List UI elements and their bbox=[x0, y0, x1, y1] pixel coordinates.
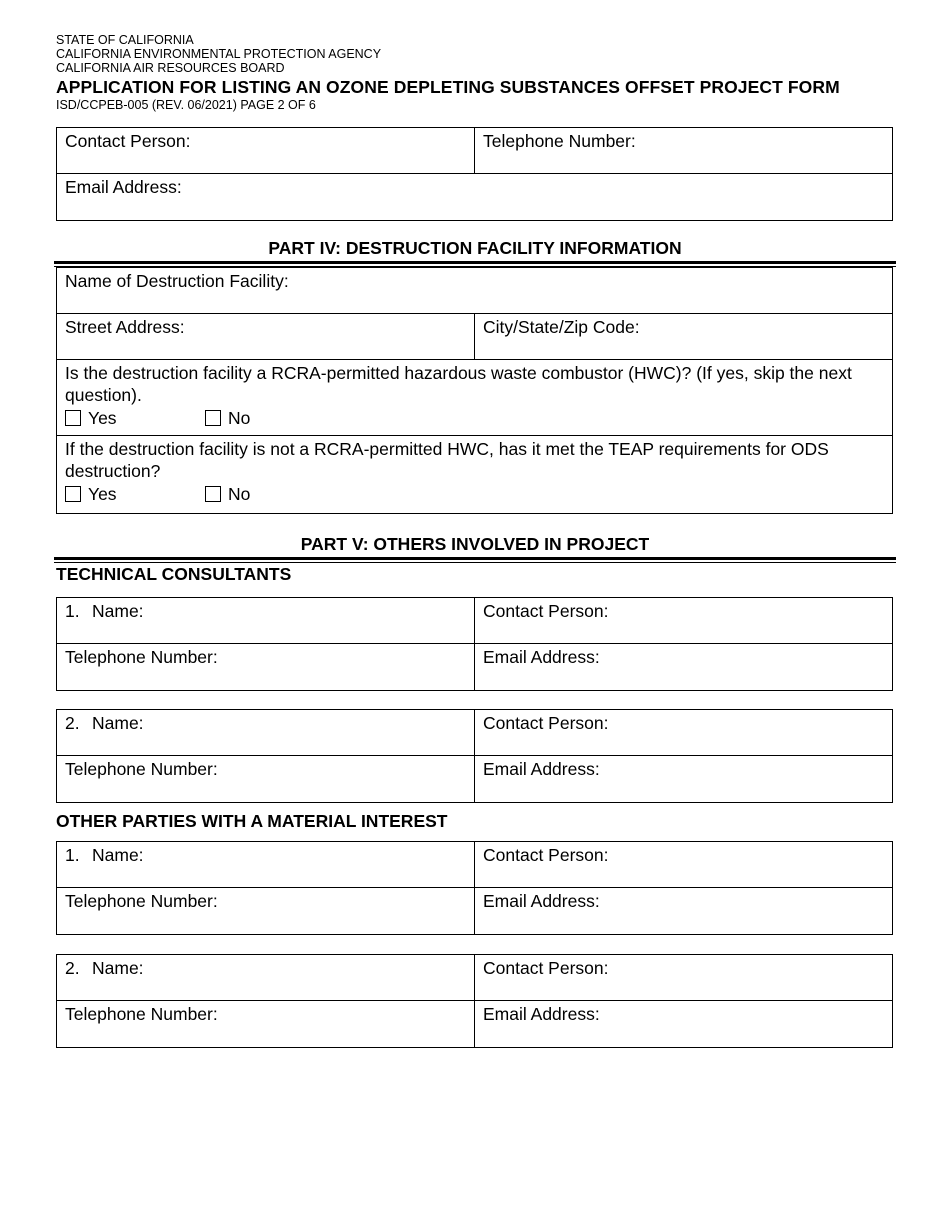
rcra-yes-checkbox[interactable] bbox=[65, 410, 81, 426]
rcra-yes-option[interactable] bbox=[65, 407, 205, 429]
party-1-row-2 bbox=[57, 888, 892, 934]
consultant-2-contact-label: Contact Person: bbox=[483, 713, 609, 733]
consultant-2-contact-field[interactable] bbox=[475, 710, 892, 755]
party-2-email-field[interactable] bbox=[475, 1001, 892, 1047]
party-2-contact-label: Contact Person: bbox=[483, 958, 609, 978]
consultant-2-name-label: Name: bbox=[92, 713, 144, 733]
part4-rule-thick bbox=[54, 261, 896, 264]
form-code: ISD/CCPEB-005 (REV. 06/2021) PAGE 2 OF 6 bbox=[56, 98, 316, 112]
party-2-name-label: Name: bbox=[92, 958, 144, 978]
consultant-1-email-field[interactable] bbox=[475, 644, 892, 690]
street-address-field[interactable] bbox=[57, 314, 475, 359]
part4-heading: PART IV: DESTRUCTION FACILITY INFORMATION bbox=[268, 238, 682, 258]
consultant-1-contact-field[interactable] bbox=[475, 598, 892, 643]
party-1-contact-field[interactable] bbox=[475, 842, 892, 887]
consultant-2-row-1 bbox=[57, 710, 892, 756]
party-1-email-label: Email Address: bbox=[483, 891, 600, 911]
party-1-email-field[interactable] bbox=[475, 888, 892, 934]
part4-box bbox=[56, 267, 893, 514]
consultant-1-number: 1. bbox=[65, 601, 80, 621]
party-1-telephone-field[interactable] bbox=[57, 888, 475, 934]
teap-yes-option[interactable] bbox=[65, 483, 205, 505]
rcra-no-label: No bbox=[228, 408, 251, 428]
consultant-1-row-1 bbox=[57, 598, 892, 644]
telephone-field[interactable] bbox=[475, 128, 892, 173]
consultant-2-row-2 bbox=[57, 756, 892, 802]
facility-address-row bbox=[57, 314, 892, 360]
consultant-1-contact-label: Contact Person: bbox=[483, 601, 609, 621]
party-1-box bbox=[56, 841, 893, 935]
teap-question bbox=[57, 436, 892, 513]
facility-name-row bbox=[57, 268, 892, 314]
party-1-number: 1. bbox=[65, 845, 80, 865]
other-parties-heading: OTHER PARTIES WITH A MATERIAL INTEREST bbox=[56, 811, 448, 831]
rcra-no-checkbox[interactable] bbox=[205, 410, 221, 426]
agency-carb: CALIFORNIA AIR RESOURCES BOARD bbox=[56, 61, 285, 75]
party-2-telephone-field[interactable] bbox=[57, 1001, 475, 1047]
telephone-label: Telephone Number: bbox=[483, 131, 636, 151]
part5-heading: PART V: OTHERS INVOLVED IN PROJECT bbox=[300, 534, 650, 554]
consultant-1-telephone-field[interactable] bbox=[57, 644, 475, 690]
consultant-1-box bbox=[56, 597, 893, 691]
contact-box bbox=[56, 127, 893, 221]
facility-name-label: Name of Destruction Facility: bbox=[65, 271, 289, 291]
rcra-question-text: Is the destruction facility a RCRA-permitted hazardous waste combustor (HWC)? (If yes, skip the next question). bbox=[65, 363, 852, 405]
rcra-options bbox=[65, 407, 884, 429]
contact-person-label: Contact Person: bbox=[65, 131, 191, 151]
consultant-2-telephone-field[interactable] bbox=[57, 756, 475, 802]
party-1-name-label: Name: bbox=[92, 845, 144, 865]
consultant-1-row-2 bbox=[57, 644, 892, 690]
technical-consultants-heading: TECHNICAL CONSULTANTS bbox=[56, 564, 292, 584]
consultant-1-name-label: Name: bbox=[92, 601, 144, 621]
rcra-question-row bbox=[57, 360, 892, 436]
contact-row-2 bbox=[57, 174, 892, 220]
city-state-zip-field[interactable] bbox=[475, 314, 892, 359]
rcra-no-option[interactable] bbox=[205, 407, 345, 429]
facility-name-field[interactable] bbox=[57, 268, 892, 313]
part5-rule-thick bbox=[54, 557, 896, 560]
party-2-name-field[interactable] bbox=[57, 955, 475, 1000]
teap-yes-label: Yes bbox=[88, 484, 117, 504]
party-1-row-1 bbox=[57, 842, 892, 888]
consultant-2-telephone-label: Telephone Number: bbox=[65, 759, 218, 779]
contact-row-1 bbox=[57, 128, 892, 174]
agency-state: STATE OF CALIFORNIA bbox=[56, 33, 194, 47]
consultant-2-email-label: Email Address: bbox=[483, 759, 600, 779]
part5-rule-thin bbox=[54, 562, 896, 563]
consultant-2-name-field[interactable] bbox=[57, 710, 475, 755]
email-label: Email Address: bbox=[65, 177, 182, 197]
teap-question-text: If the destruction facility is not a RCRA-permitted HWC, has it met the TEAP requirements for ODS destruction? bbox=[65, 439, 829, 481]
consultant-1-email-label: Email Address: bbox=[483, 647, 600, 667]
consultant-2-box bbox=[56, 709, 893, 803]
rcra-yes-label: Yes bbox=[88, 408, 117, 428]
teap-options bbox=[65, 483, 884, 505]
consultant-1-name-field[interactable] bbox=[57, 598, 475, 643]
street-address-label: Street Address: bbox=[65, 317, 185, 337]
party-1-contact-label: Contact Person: bbox=[483, 845, 609, 865]
teap-no-checkbox[interactable] bbox=[205, 486, 221, 502]
agency-calepa: CALIFORNIA ENVIRONMENTAL PROTECTION AGENCY bbox=[56, 47, 382, 61]
city-state-zip-label: City/State/Zip Code: bbox=[483, 317, 640, 337]
consultant-2-email-field[interactable] bbox=[475, 756, 892, 802]
party-1-telephone-label: Telephone Number: bbox=[65, 891, 218, 911]
party-2-row-2 bbox=[57, 1001, 892, 1047]
teap-no-label: No bbox=[228, 484, 251, 504]
rcra-question bbox=[57, 360, 892, 435]
party-2-box bbox=[56, 954, 893, 1048]
party-1-name-field[interactable] bbox=[57, 842, 475, 887]
party-2-telephone-label: Telephone Number: bbox=[65, 1004, 218, 1024]
party-2-email-label: Email Address: bbox=[483, 1004, 600, 1024]
consultant-1-telephone-label: Telephone Number: bbox=[65, 647, 218, 667]
teap-yes-checkbox[interactable] bbox=[65, 486, 81, 502]
contact-person-field[interactable] bbox=[57, 128, 475, 173]
party-2-row-1 bbox=[57, 955, 892, 1001]
consultant-2-number: 2. bbox=[65, 713, 80, 733]
party-2-contact-field[interactable] bbox=[475, 955, 892, 1000]
form-title: APPLICATION FOR LISTING AN OZONE DEPLETING SUBSTANCES OFFSET PROJECT FORM bbox=[56, 77, 840, 97]
teap-no-option[interactable] bbox=[205, 483, 345, 505]
email-field[interactable] bbox=[57, 174, 892, 220]
party-2-number: 2. bbox=[65, 958, 80, 978]
teap-question-row bbox=[57, 436, 892, 513]
